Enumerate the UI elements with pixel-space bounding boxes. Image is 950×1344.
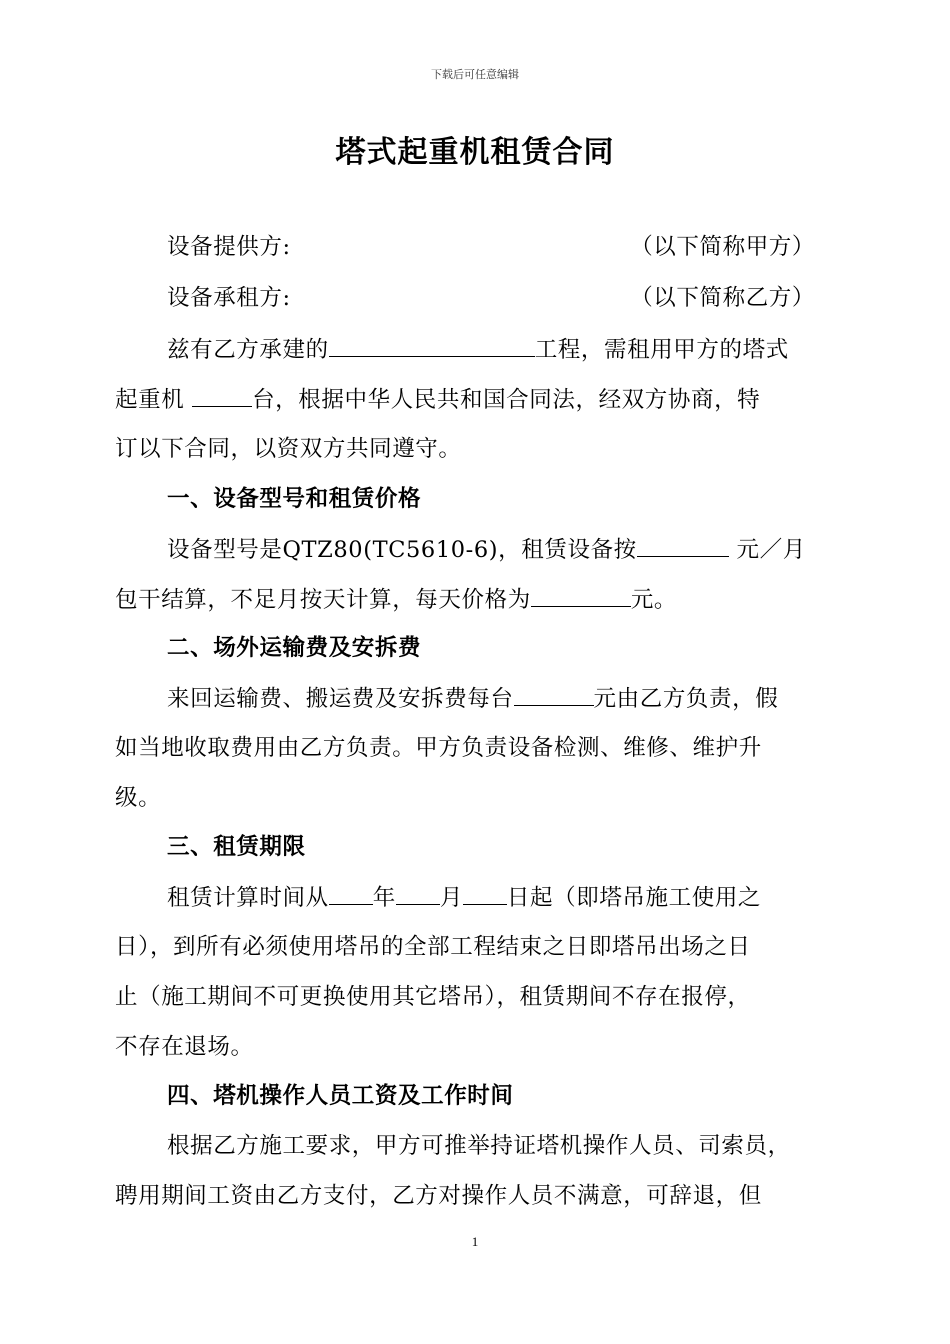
section-3-line-1 [167, 882, 839, 913]
section-2-line-3: 级。 [115, 785, 162, 811]
intro-line-1 [167, 334, 839, 365]
section-2-text: 元由乙方负责，假 [593, 686, 779, 712]
section-2-line-2: 如当地收取费用由乙方负责。甲方负责设备检测、维修、维护升 [115, 735, 762, 761]
section-1-line-2 [115, 584, 839, 615]
section-1-heading: 一、设备型号和租赁价格 [167, 486, 422, 512]
section-3-line-2: 日），到所有必须使用塔吊的全部工程结束之日即塔吊出场之日 [115, 934, 751, 960]
day-blank [463, 882, 507, 905]
section-2-line-1 [167, 683, 839, 714]
page-number: 1 [471, 1234, 479, 1249]
crane-count-blank [192, 384, 252, 407]
monthly-price-blank [637, 534, 729, 557]
section-3-text: 月 [439, 885, 463, 911]
intro-text: 台，根据中华人民共和国合同法，经双方协商，特 [252, 387, 761, 413]
daily-price-blank [531, 584, 631, 607]
section-2-text: 来回运输费、搬运费及安拆费每台 [167, 686, 514, 712]
intro-text: 工程，需租用甲方的塔式 [534, 337, 789, 363]
section-1-text: 包干结算，不足月按天计算，每天价格为 [115, 587, 531, 613]
intro-text: 兹有乙方承建的 [167, 337, 329, 363]
section-4-heading: 四、塔机操作人员工资及工作时间 [167, 1083, 514, 1109]
party-a-alias: （以下简称甲方） [630, 234, 815, 260]
project-name-blank [329, 334, 535, 357]
section-1-text: 设备型号是QTZ80(TC5610-6)，租赁设备按 [167, 537, 637, 563]
party-a-label: 设备提供方: [167, 234, 291, 260]
section-2-heading: 二、场外运输费及安拆费 [167, 635, 422, 661]
party-b-label: 设备承租方: [167, 285, 291, 311]
party-a-line [167, 232, 839, 262]
section-1-line-1 [167, 534, 839, 565]
party-b-line [167, 283, 839, 313]
month-blank [396, 882, 440, 905]
party-b-alias: （以下简称乙方） [630, 285, 815, 311]
intro-line-3: 订以下合同，以资双方共同遵守。 [115, 436, 462, 462]
section-1-text: 元。 [630, 587, 678, 613]
section-3-text: 日起（即塔吊施工使用之 [506, 885, 762, 911]
section-3-line-3: 止（施工期间不可更换使用其它塔吊），租赁期间不存在报停， [115, 984, 751, 1010]
download-note: 下载后可任意编辑 [431, 68, 519, 81]
section-3-text: 租赁计算时间从 [167, 885, 329, 911]
year-blank [329, 882, 373, 905]
section-4-line-2: 聘用期间工资由乙方支付，乙方对操作人员不满意，可辞退，但 [115, 1183, 762, 1209]
section-4-line-1: 根据乙方施工要求，甲方可推举持证塔机操作人员、司索员， [167, 1133, 791, 1159]
intro-line-2 [115, 384, 839, 415]
section-3-line-4: 不存在退场。 [115, 1034, 254, 1060]
section-1-text: 元／月 [728, 537, 806, 563]
intro-text: 起重机 [115, 387, 193, 413]
section-3-heading: 三、租赁期限 [167, 834, 306, 860]
document-title: 塔式起重机租赁合同 [335, 135, 615, 170]
section-3-text: 年 [372, 885, 396, 911]
transport-fee-blank [514, 683, 594, 706]
